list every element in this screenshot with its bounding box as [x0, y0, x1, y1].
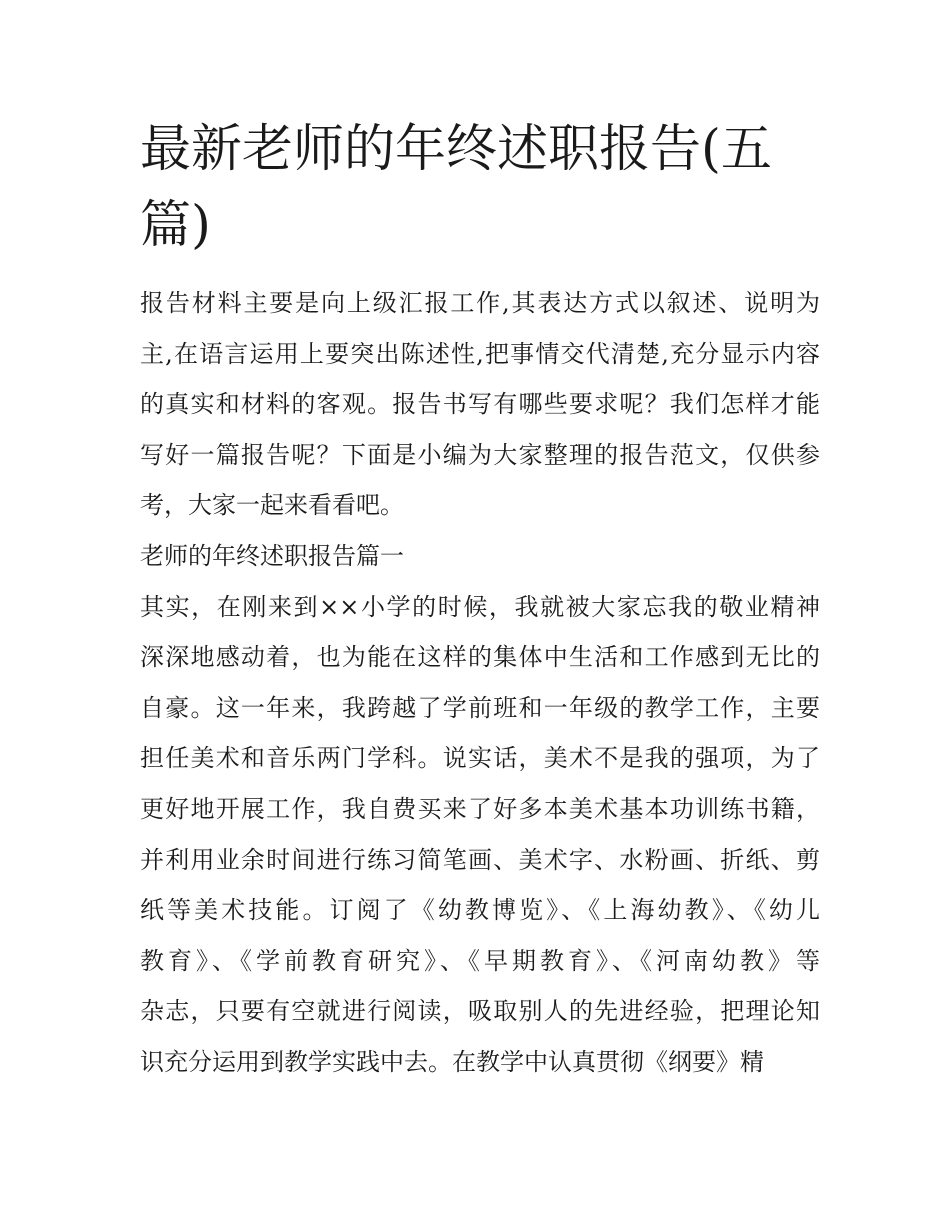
body-line-1: 其实，在刚来到××小学的时候，我就被大家忘我的敬业精神 — [140, 592, 820, 621]
title-line-2: 篇) — [140, 196, 211, 255]
body-line-3: 自豪。这一年来，我跨越了学前班和一年级的教学工作，主要 — [140, 693, 820, 722]
document-body — [140, 278, 820, 1088]
title-line-1: 最新老师的年终述职报告(五 — [140, 120, 772, 179]
body-line-8: 教育》、《学前教育研究》、《早期教育》、《河南幼教》等 — [140, 946, 820, 975]
intro-line-2: 主,在语言运用上要突出陈述性,把事情交代清楚,充分显示内容 — [140, 339, 820, 368]
document-title — [140, 112, 820, 264]
section-heading: 老师的年终述职报告篇一 — [140, 541, 404, 570]
intro-line-4: 写好一篇报告呢？下面是小编为大家整理的报告范文，仅供参 — [140, 440, 820, 469]
body-line-9: 杂志，只要有空就进行阅读，吸取别人的先进经验，把理论知 — [140, 997, 820, 1026]
body-line-7: 纸等美术技能。订阅了《幼教博览》、《上海幼教》、《幼儿 — [140, 896, 820, 925]
body-line-5: 更好地开展工作，我自费买来了好多本美术基本功训练书籍， — [140, 794, 820, 823]
body-line-6: 并利用业余时间进行练习简笔画、美术字、水粉画、折纸、剪 — [140, 845, 820, 874]
body-line-4: 担任美术和音乐两门学科。说实话，美术不是我的强项，为了 — [140, 744, 820, 773]
intro-line-3: 的真实和材料的客观。报告书写有哪些要求呢？我们怎样才能 — [140, 390, 820, 419]
intro-line-5: 考，大家一起来看看吧。 — [140, 491, 404, 520]
intro-line-1: 报告材料主要是向上级汇报工作,其表达方式以叙述、说明为 — [140, 289, 820, 317]
body-line-2: 深深地感动着，也为能在这样的集体中生活和工作感到无比的 — [140, 643, 820, 672]
body-line-10: 识充分运用到教学实践中去。在教学中认真贯彻《纲要》精 — [140, 1047, 764, 1076]
